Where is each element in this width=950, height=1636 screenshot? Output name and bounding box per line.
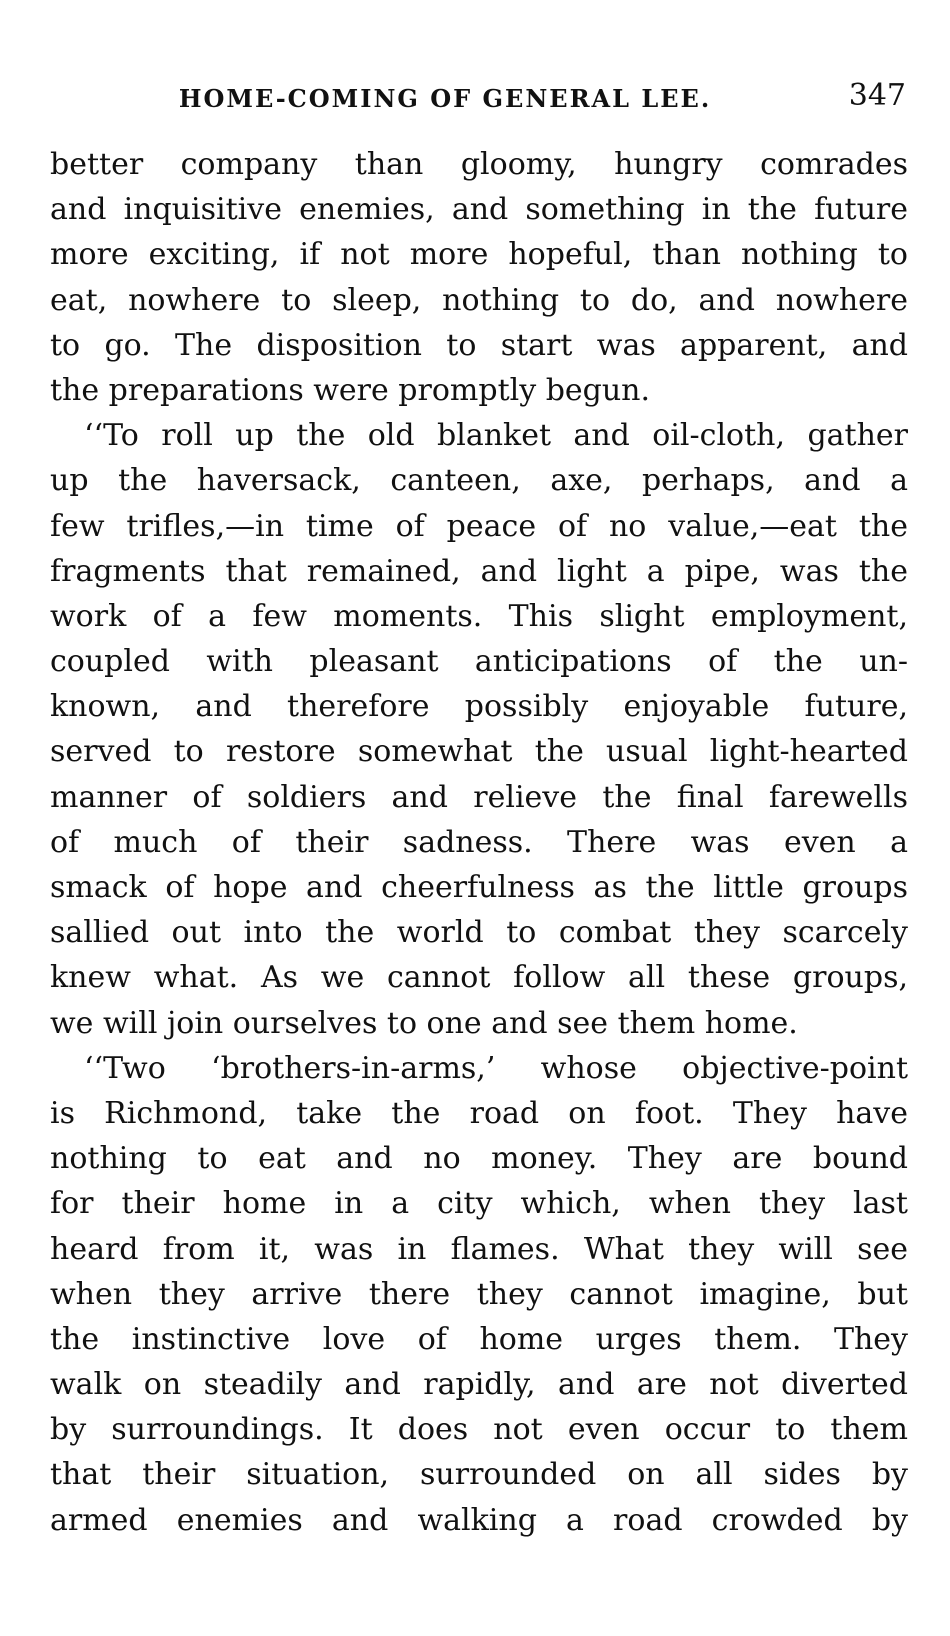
text-line: coupled with pleasant anticipations of the un-: [50, 644, 908, 680]
page-number: 347: [848, 78, 906, 113]
text-line: few trifles,—in time of peace of no value,—eat the: [50, 508, 908, 544]
text-line: known, and therefore possibly enjoyable future,: [50, 689, 908, 725]
text-line: fragments that remained, and light a pipe, was the: [50, 553, 908, 589]
text-line: up the haversack, canteen, axe, perhaps, and a: [50, 463, 908, 499]
text-line: the instinctive love of home urges them. They: [50, 1321, 908, 1357]
text-line: nothing to eat and no money. They are bound: [50, 1141, 908, 1177]
text-line: eat, nowhere to sleep, nothing to do, and nowhere: [50, 282, 908, 318]
text-line: walk on steadily and rapidly, and are not diverted: [50, 1367, 908, 1403]
text-line: knew what. As we cannot follow all these groups,: [50, 960, 908, 996]
text-line: that their situation, surrounded on all sides by: [50, 1457, 908, 1493]
text-line: of much of their sadness. There was even a: [50, 824, 908, 860]
body-text: [50, 142, 908, 1543]
running-head: [50, 78, 906, 118]
text-line: smack of hope and cheerfulness as the little groups: [50, 870, 908, 905]
text-line: to go. The disposition to start was apparent, and: [50, 327, 908, 363]
text-line: by surroundings. It does not even occur to them: [50, 1412, 908, 1448]
text-line: work of a few moments. This slight employment,: [50, 598, 908, 634]
text-line: served to restore somewhat the usual light-hearted: [50, 734, 908, 770]
text-line: heard from it, was in flames. What they will see: [50, 1231, 908, 1267]
running-title: HOME-COMING OF GENERAL LEE.: [178, 84, 712, 113]
text-line: armed enemies and walking a road crowded by: [50, 1502, 908, 1538]
text-line: manner of soldiers and relieve the final farewells: [50, 779, 908, 815]
text-line: and inquisitive enemies, and something in the future: [50, 192, 908, 228]
text-line: better company than gloomy, hungry comrades: [50, 147, 908, 182]
text-line: the preparations were promptly begun.: [50, 372, 651, 408]
text-line: is Richmond, take the road on foot. They have: [50, 1095, 908, 1131]
text-line: we will join ourselves to one and see them home.: [50, 1005, 798, 1041]
text-line: more exciting, if not more hopeful, than nothing to: [50, 237, 908, 273]
text-line: sallied out into the world to combat they scarcely: [50, 915, 908, 951]
text-line: for their home in a city which, when they last: [50, 1186, 908, 1222]
paragraph-start-line: ‘‘To roll up the old blanket and oil-cloth, gather: [84, 418, 908, 454]
paragraph-start-line: ‘‘Two ‘brothers-in-arms,’ whose objective-point: [84, 1050, 908, 1086]
text-line: when they arrive there they cannot imagine, but: [50, 1276, 908, 1312]
